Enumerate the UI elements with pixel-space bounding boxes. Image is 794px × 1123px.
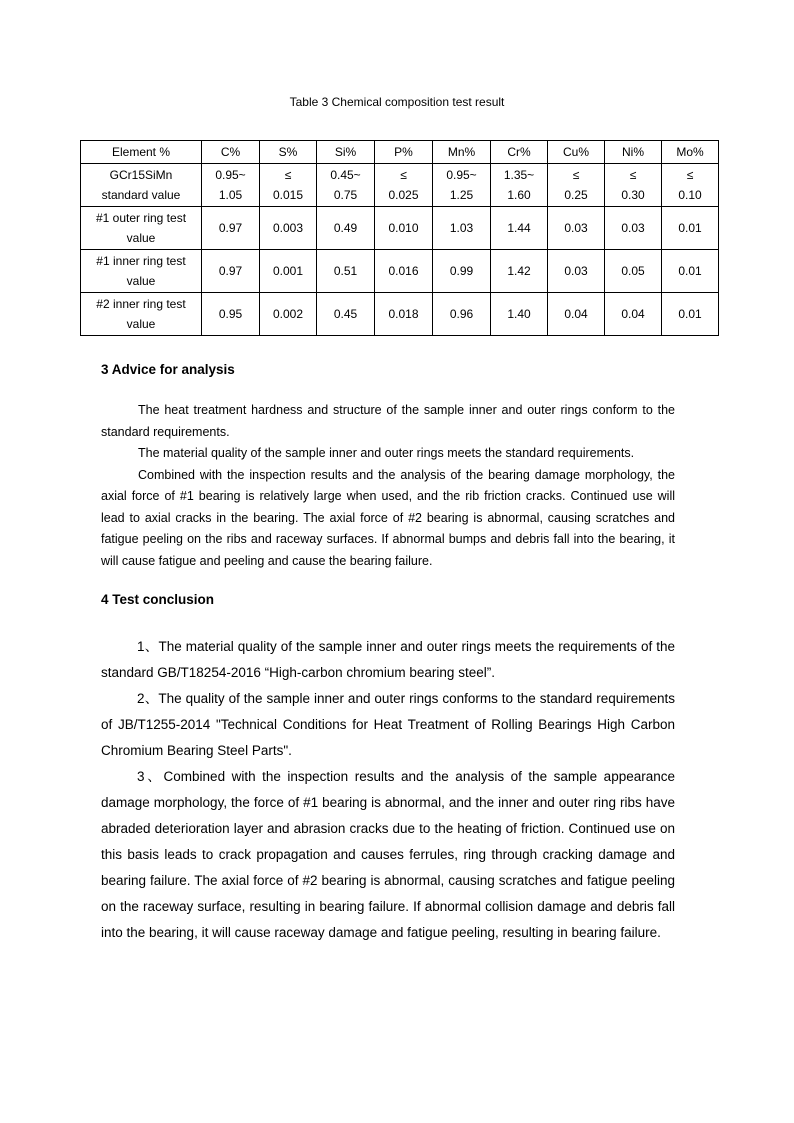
cell-line: 0.30	[621, 188, 645, 202]
cell-line: ≤	[400, 168, 407, 182]
value-cell	[317, 207, 375, 250]
cell-line: 0.03	[564, 264, 588, 278]
cell-line: 0.025	[388, 188, 419, 202]
cell-line: ≤	[284, 168, 292, 182]
cell-line: 0.015	[272, 188, 304, 202]
value-cell	[202, 207, 260, 250]
value-cell	[202, 164, 260, 207]
column-header: Mn%	[433, 141, 491, 164]
cell-line: 0.010	[388, 221, 419, 235]
cell-line: 0.97	[218, 264, 243, 278]
table-row	[81, 207, 719, 250]
table-caption: Table 3 Chemical composition test result	[289, 95, 505, 109]
advice-paragraph: The material quality of the sample inner and outer rings meets the standard requirements.	[138, 446, 635, 460]
value-cell	[548, 250, 605, 293]
cell-line: 0.04	[564, 307, 588, 321]
cell-line: 0.018	[388, 307, 419, 321]
cell-line: 1.44	[507, 221, 531, 235]
value-cell	[662, 293, 719, 336]
conclusion-section	[101, 592, 675, 946]
cell-line: 1.05	[218, 188, 243, 202]
row-label-cell	[81, 250, 202, 293]
value-cell	[548, 164, 605, 207]
cell-line: 0.016	[388, 264, 419, 278]
value-cell	[433, 293, 491, 336]
cell-line: ≤	[686, 168, 694, 182]
value-cell	[605, 207, 662, 250]
cell-line: 0.01	[678, 264, 702, 278]
value-cell	[662, 250, 719, 293]
advice-paragraphs	[101, 400, 675, 572]
value-cell	[202, 250, 260, 293]
table-body	[81, 164, 719, 336]
column-header: Cu%	[548, 141, 605, 164]
value-cell	[260, 250, 317, 293]
value-cell	[317, 250, 375, 293]
composition-table	[80, 140, 719, 336]
cell-line: 0.003	[272, 221, 304, 235]
value-cell	[548, 293, 605, 336]
cell-line: 0.95	[218, 307, 243, 321]
value-cell	[375, 164, 433, 207]
cell-line: #2 inner ring test	[96, 297, 186, 311]
cell-line: #1 outer ring test	[95, 211, 187, 225]
cell-line: standard value	[101, 188, 181, 202]
cell-line: 0.75	[333, 188, 358, 202]
cell-line: 0.25	[564, 188, 588, 202]
column-header: P%	[375, 141, 433, 164]
column-header: C%	[202, 141, 260, 164]
cell-line: 0.10	[678, 188, 702, 202]
value-cell	[662, 207, 719, 250]
cell-line: value	[126, 231, 156, 245]
cell-line: 0.01	[678, 307, 702, 321]
cell-line: 1.03	[449, 221, 474, 235]
value-cell	[605, 293, 662, 336]
value-cell	[260, 164, 317, 207]
advice-paragraph: Combined with the inspection results and the analysis of the bearing damage morphology, the axial force of #1 bearing is relatively large when used, and the rib friction cracks. Continued use will lead to axial cracks in the bearing. The axial force of #2 bearing is abnormal, causing scratches and fatigue peeling on the ribs and raceway surfaces. If abnormal bumps and debris fall into the bearing, it will cause fatigue and peeling and cause the bearing failure.	[101, 467, 675, 568]
value-cell	[491, 250, 548, 293]
section-heading-advice: 3 Advice for analysis	[101, 362, 235, 377]
row-label-cell	[81, 164, 202, 207]
conclusion-items	[101, 634, 675, 946]
cell-line: 0.05	[621, 264, 645, 278]
value-cell	[375, 250, 433, 293]
value-cell	[662, 164, 719, 207]
cell-line: #1 inner ring test	[96, 254, 186, 268]
advice-section	[101, 362, 675, 572]
column-header: Mo%	[662, 141, 719, 164]
value-cell	[491, 164, 548, 207]
cell-line: 0.99	[449, 264, 474, 278]
value-cell	[605, 250, 662, 293]
cell-line: 0.96	[449, 307, 474, 321]
value-cell	[433, 164, 491, 207]
cell-line: 0.49	[333, 221, 358, 235]
value-cell	[375, 207, 433, 250]
cell-line: 0.03	[621, 221, 645, 235]
column-header: Ni%	[605, 141, 662, 164]
value-cell	[202, 293, 260, 336]
column-header: Si%	[317, 141, 375, 164]
cell-line: value	[126, 317, 156, 331]
value-cell	[317, 293, 375, 336]
table-row	[81, 250, 719, 293]
advice-paragraph: The heat treatment hardness and structure of the sample inner and outer rings conform to the standard requirements.	[101, 403, 675, 439]
cell-line: 0.03	[564, 221, 588, 235]
cell-line: 0.01	[678, 221, 702, 235]
conclusion-item: 1、The material quality of the sample inner and outer rings meets the requirements of the standard GB/T18254-2016 “High-carbon chromium bearing steel”.	[101, 639, 675, 680]
cell-line: 1.40	[507, 307, 531, 321]
cell-line: 0.45	[333, 307, 358, 321]
cell-line: 1.25	[449, 188, 474, 202]
cell-line: 0.45~	[330, 168, 361, 182]
cell-line: 0.95~	[215, 168, 246, 182]
row-label-cell	[81, 207, 202, 250]
value-cell	[433, 207, 491, 250]
cell-line: ≤	[572, 168, 580, 182]
conclusion-item: 3、Combined with the inspection results and the analysis of the sample appearance damage morphology, the force of #1 bearing is abnormal, and the inner and outer ring ribs have abraded deterioration layer and abrasion cracks due to the heating of friction. Continued use on this basis leads to crack propagation and causes ferrules, ring through cracking damage and bearing failure. The axial force of #2 bearing is abnormal, causing scratches and fatigue peeling on the raceway surface, resulting in bearing failure. If abnormal collision damage and debris fall into the bearing, it will cause raceway damage and fatigue peeling, resulting in bearing failure.	[101, 769, 675, 940]
value-cell	[548, 207, 605, 250]
value-cell	[491, 293, 548, 336]
cell-line: 0.001	[272, 264, 304, 278]
value-cell	[260, 207, 317, 250]
value-cell	[260, 293, 317, 336]
cell-line: 0.04	[621, 307, 645, 321]
cell-line: 0.002	[272, 307, 304, 321]
value-cell	[317, 164, 375, 207]
section-heading-conclusion: 4 Test conclusion	[101, 592, 215, 607]
value-cell	[491, 207, 548, 250]
row-label-cell	[81, 293, 202, 336]
value-cell	[605, 164, 662, 207]
value-cell	[433, 250, 491, 293]
cell-line: ≤	[629, 168, 637, 182]
cell-line: 0.95~	[446, 168, 477, 182]
cell-line: 0.97	[218, 221, 243, 235]
conclusion-item: 2、The quality of the sample inner and outer rings conforms to the standard requirements of JB/T1255-2014 "Technical Conditions for Heat Treatment of Rolling Bearings High Carbon Chromium Bearing Steel Parts".	[101, 691, 675, 758]
cell-line: 1.42	[507, 264, 531, 278]
column-header: Cr%	[491, 141, 548, 164]
table-row	[81, 293, 719, 336]
value-cell	[375, 293, 433, 336]
column-header: Element %	[81, 141, 202, 164]
column-header: S%	[260, 141, 317, 164]
cell-line: value	[126, 274, 156, 288]
cell-line: 0.51	[333, 264, 358, 278]
cell-line: GCr15SiMn	[109, 168, 173, 182]
table-header-row	[81, 141, 719, 164]
table-row	[81, 164, 719, 207]
cell-line: 1.60	[507, 188, 531, 202]
cell-line: 1.35~	[503, 168, 535, 182]
